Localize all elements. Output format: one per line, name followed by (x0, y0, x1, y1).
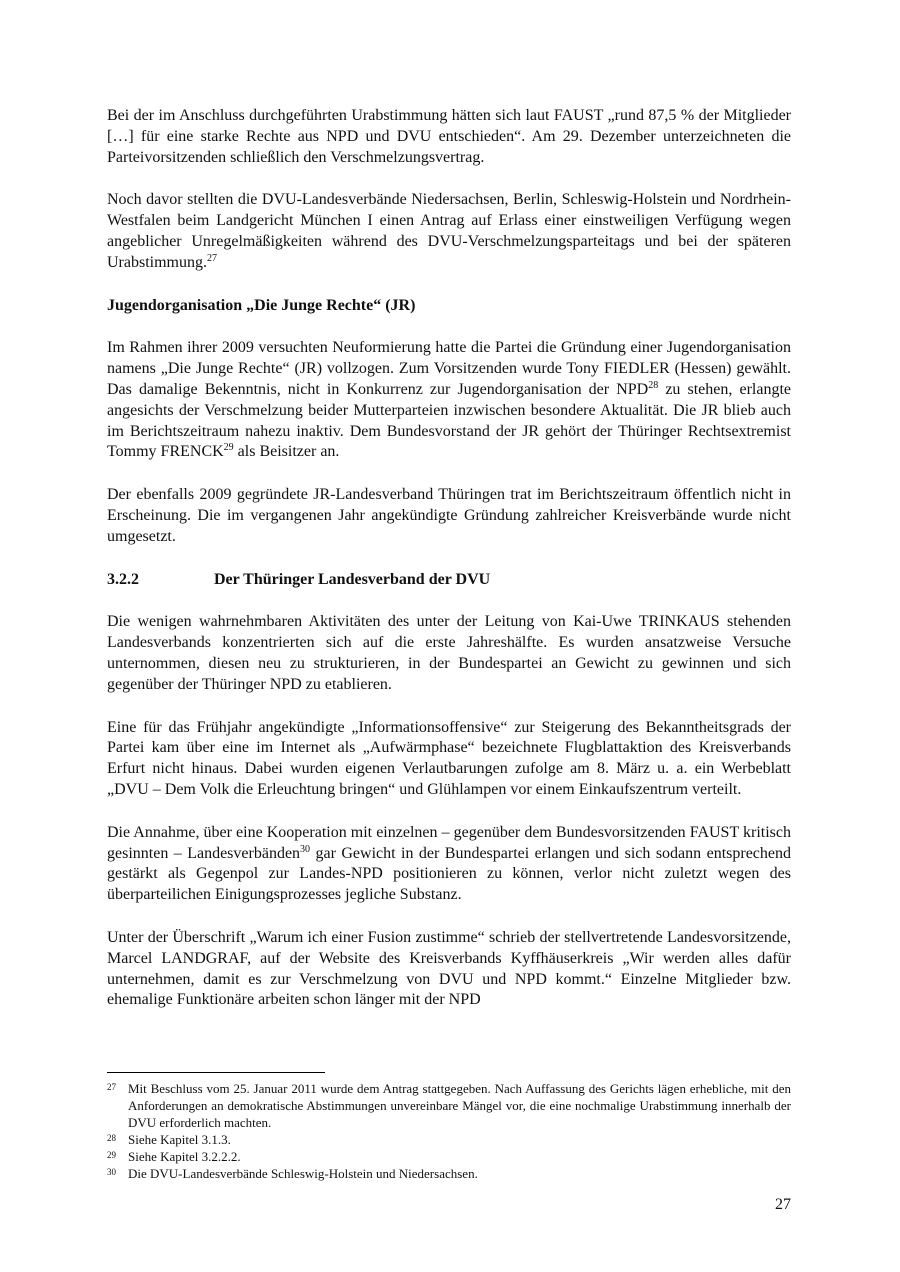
paragraph-text-a: Im Rahmen ihrer 2009 versuchten Neuformierung hatte die Partei die Gründung einer Jugendorganisation namens „Die Junge Rechte“ (JR) vollzogen. Zum Vorsitzenden wurde Tony FIEDLER (Hessen) gewählt. Das damalige Bekenntnis, nicht in Konkurrenz zur Jugendorganisation der NPD (107, 339, 791, 398)
subheading-jugendorganisation: Jugendorganisation „Die Junge Rechte“ (JR) (107, 296, 416, 314)
footnote-number: 30 (107, 1167, 116, 1177)
footnote-ref-30[interactable]: 30 (300, 843, 311, 855)
paragraph-kooperation (107, 823, 791, 906)
paragraph-text: Noch davor stellten die DVU-Landesverbände Niedersachsen, Berlin, Schleswig-Holstein und Nordrhein-Westfalen beim Landgericht München I einen Antrag auf Erlass einer einstweiligen Verfügung wegen angeblicher Unregelmäßigkeiten während des DVU-Verschmelzungsparteitags und bei der späteren Urabstimmung. (107, 191, 791, 271)
paragraph-junge-rechte (107, 338, 791, 463)
paragraph-text-b: gar Gewicht in der Bundespartei erlangen und sich sodann entsprechend gestärkt als Gegenpol zur Landes-NPD positionieren zu können, verlor nicht zuletzt wegen des überparteilichen Einigungsprozesses jegliche Substanz. (107, 844, 792, 904)
footnote-28 (107, 1131, 791, 1148)
section-heading (107, 570, 791, 591)
paragraph-text-b: zu stehen, erlangte angesichts der Verschmelzung beider Mutterparteien inzwischen besondere Aktualität. Die JR blieb auch im Berichtszeitraum nahezu inaktiv. Dem Bundesvorstand der JR gehört der Thüringer Rechtsextremist Tommy FRENCK (107, 380, 791, 461)
footnote-divider (107, 1072, 325, 1073)
section-title: Der Thüringer Landesverband der DVU (214, 570, 491, 588)
footnote-text: Siehe Kapitel 3.1.3. (128, 1132, 231, 1147)
footnote-29 (107, 1148, 791, 1165)
paragraph-informationsoffensive: Eine für das Frühjahr angekündigte „Informationsoffensive“ zur Steigerung des Bekanntheitsgrads der Partei kam über eine im Internet als „Aufwärmphase“ bezeichnete Flugblattaktion des Kreisverbands Erfurt nicht hinaus. Dabei wurden eigenen Verlautbarungen zufolge am 8. März u. a. ein Werbeblatt „DVU – Dem Volk die Erleuchtung bringen“ und Glühlampen vor einem Einkaufszentrum verteilt. (107, 718, 791, 798)
paragraph-text-c: als Beisitzer an. (233, 443, 340, 461)
footnote-number: 29 (107, 1150, 116, 1160)
footnote-30 (107, 1165, 791, 1182)
footnote-ref-28[interactable]: 28 (648, 379, 659, 391)
paragraph-jr-landesverband: Der ebenfalls 2009 gegründete JR-Landesverband Thüringen trat im Berichtszeitraum öffentlich nicht in Erscheinung. Die im vergangenen Jahr angekündigte Gründung zahlreicher Kreisverbände wurde nicht umgesetzt. (107, 486, 791, 545)
paragraph-text-a: Die Annahme, über eine Kooperation mit einzelnen – gegenüber dem Bundesvorsitzenden FAUST kritisch gesinnten – Landesverbänden (107, 823, 791, 862)
body-text (107, 106, 791, 1033)
footnote-number: 27 (107, 1082, 116, 1092)
paragraph-einstweilige-verfuegung (107, 190, 791, 273)
paragraph-aktivitaeten: Die wenigen wahrnehmbaren Aktivitäten des unter der Leitung von Kai-Uwe TRINKAUS stehenden Landesverbands konzentrierten sich auf die erste Jahreshälfte. Es wurden ansatzweise Versuche unternommen, diesen neu zu strukturieren, in der Bundespartei an Gewicht zu gewinnen und sich gegenüber der Thüringer NPD zu etablieren. (107, 613, 791, 693)
footnote-text: Mit Beschluss vom 25. Januar 2011 wurde dem Antrag stattgegeben. Nach Auffassung des Gerichts lägen erhebliche, mit den Anforderungen an demokratische Abstimmungen unvereinbare Mängel vor, die eine nochmalige Urabstimmung innerhalb der DVU erforderlich machten. (128, 1081, 791, 1130)
paragraph-urabstimmung: Bei der im Anschluss durchgeführten Urabstimmung hätten sich laut FAUST „rund 87,5 % der Mitglieder […] für eine starke Rechte aus NPD und DVU entschieden“. Am 29. Dezember unterzeichneten die Parteivorsitzenden schließlich den Verschmelzungsvertrag. (107, 107, 791, 166)
footnote-27 (107, 1080, 791, 1131)
page-number: 27 (775, 1196, 791, 1213)
footnote-text: Die DVU-Landesverbände Schleswig-Holstein und Niedersachsen. (128, 1166, 478, 1181)
footnote-text: Siehe Kapitel 3.2.2.2. (128, 1149, 241, 1164)
footnote-ref-29[interactable]: 29 (223, 442, 234, 454)
footnote-ref-27[interactable]: 27 (207, 252, 217, 264)
footnotes (107, 1080, 791, 1182)
section-number: 3.2.2 (107, 570, 139, 588)
paragraph-fusion: Unter der Überschrift „Warum ich einer Fusion zustimme“ schrieb der stellvertretende Landesvorsitzende, Marcel LANDGRAF, auf der Website des Kreisverbands Kyffhäuserkreis „Wir werden alles dafür unternehmen, damit es zur Verschmelzung von DVU und NPD kommt.“ Einzelne Mitglieder bzw. ehemalige Funktionäre arbeiten schon länger mit der NPD (107, 928, 791, 1009)
footnote-number: 28 (107, 1133, 116, 1143)
